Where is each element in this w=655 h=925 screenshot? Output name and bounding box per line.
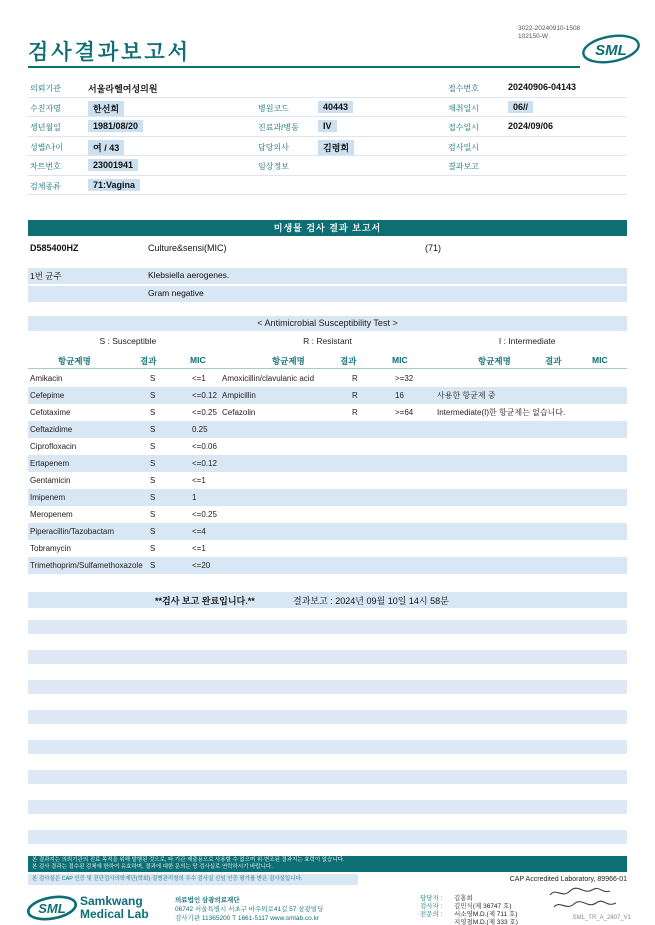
antibiotic-name: Amoxicillin/clavulanic acid	[222, 374, 315, 383]
field-label: 성별/나이	[30, 142, 64, 152]
patient-row	[28, 78, 627, 98]
patient-info	[0, 78, 655, 195]
ast-title: < Antimicrobial Susceptibility Test >	[28, 316, 627, 331]
strain-row	[28, 268, 627, 284]
org-address: 06742 서울특별시 서초구 바우뫼로41길 57 삼광빌딩	[175, 906, 324, 913]
mic-value: 16	[395, 391, 404, 400]
patient-row	[28, 176, 627, 196]
field-value: 23001941	[88, 159, 138, 171]
col-header-name: 항균제명	[478, 356, 511, 366]
test-info-row	[28, 242, 627, 257]
ast-row	[28, 421, 627, 438]
antibiotic-name: Cefazolin	[222, 408, 256, 417]
field-value: 71:Vagina	[88, 179, 140, 191]
completion-message: **검사 보고 완료입니다.**	[155, 596, 255, 606]
field-value: 20240906-04143	[508, 82, 577, 92]
result-value: S	[150, 510, 156, 519]
field-label: 생년월일	[30, 123, 61, 132]
field-label: 접수일시	[448, 123, 479, 132]
empty-row-band	[28, 620, 627, 634]
staff-value: 서소영M.D.(제 711 호)	[454, 911, 518, 918]
antibiotic-name: Ampicillin	[222, 391, 256, 400]
mic-value: 0.25	[192, 425, 208, 434]
ast-row	[28, 455, 627, 472]
col-header-result: 결과	[140, 356, 157, 366]
antibiotic-name: Cefotaxime	[30, 408, 71, 417]
field-label: 진료과/병동	[258, 123, 299, 132]
ast-row	[28, 489, 627, 506]
result-value: S	[150, 544, 156, 553]
mic-value: <=20	[192, 561, 211, 570]
org-name: 의료법인 삼광의료재단	[175, 897, 240, 904]
staff-row	[420, 895, 518, 903]
field-value: 김령희	[318, 140, 354, 155]
form-code: SML_TR_A_2407_V1	[572, 915, 631, 921]
field-label: 검사일시	[448, 142, 479, 152]
col-header-name: 항균제명	[272, 356, 305, 366]
field-label: 임상정보	[258, 162, 289, 171]
disclaimer-line2: 본 검사 결과는 접수된 검체에 한하여 유효하며, 결과에 대한 문의는 당 검사실로 연락하시기 바랍니다.	[32, 864, 273, 870]
antibiotic-name: Ertapenem	[30, 459, 70, 468]
staff-value: 지영철M.D.(제 333 호)	[454, 919, 518, 925]
ast-legend	[28, 336, 627, 346]
field-label: 검체종류	[30, 181, 61, 191]
empty-row-band	[28, 680, 627, 694]
staff-row	[420, 919, 518, 925]
patient-row	[28, 156, 627, 176]
disclaimer-line1: 본 결과지는 의뢰기관의 진료 목적을 위해 발행된 것으로, 타 기관 제출용으로 사용할 수 없으며 위·변조된 결과지는 효력이 없습니다.	[32, 857, 345, 863]
result-value: S	[150, 442, 156, 451]
field-label: 결과보고	[448, 162, 479, 171]
ast-note: Intermediate(I)한 항균제는 없습니다.	[437, 408, 566, 417]
staff-info	[420, 895, 518, 925]
ast-row	[28, 557, 627, 574]
gram-row	[28, 286, 627, 302]
field-label: 의뢰기관	[30, 84, 61, 93]
field-value: 한선희	[88, 101, 124, 116]
field-value: 06//	[508, 101, 533, 113]
sml-logo-icon	[26, 893, 78, 923]
col-header-mic: MIC	[190, 355, 206, 365]
ast-row	[28, 404, 627, 421]
strain-label: 1번 균주	[30, 271, 62, 281]
antibiotic-name: Ceftazidime	[30, 425, 73, 434]
doc-code-line2: 102150-W	[518, 33, 548, 40]
mic-value: >=32	[395, 374, 414, 383]
mic-value: <=1	[192, 476, 206, 485]
field-value: 여 / 43	[88, 140, 124, 155]
cap-accredited-label: CAP Accredited Laboratory, 89966-01	[509, 876, 627, 883]
field-label: 접수번호	[448, 84, 479, 93]
antibiotic-name: Amikacin	[30, 374, 63, 383]
disclaimer-band	[28, 856, 627, 872]
svg-text:SML: SML	[38, 901, 66, 916]
result-value: S	[150, 374, 156, 383]
sml-logo-icon	[580, 30, 642, 68]
col-header-name: 항균제명	[58, 356, 91, 366]
micro-section-title: 미생물 검사 결과 보고서	[28, 220, 627, 236]
page-title: 검사결과보고서	[28, 41, 192, 64]
patient-row	[28, 117, 627, 137]
empty-row-band	[28, 770, 627, 784]
result-value: S	[150, 459, 156, 468]
field-label: 차트번호	[30, 162, 61, 171]
report-timestamp: 결과보고 : 2024년 09월 10일 14시 58분	[293, 596, 449, 606]
ast-row	[28, 438, 627, 455]
col-header-result: 결과	[545, 356, 562, 366]
empty-row-band	[28, 800, 627, 814]
mic-value: <=0.12	[192, 391, 217, 400]
antibiotic-name: Piperacillin/Tazobactam	[30, 527, 115, 536]
legend-susceptible: S : Susceptible	[99, 336, 157, 346]
empty-row-band	[28, 740, 627, 754]
antibiotic-name: Meropenem	[30, 510, 73, 519]
staff-row	[420, 911, 518, 919]
result-value: R	[352, 391, 358, 400]
mic-value: >=64	[395, 408, 414, 417]
ast-row	[28, 370, 627, 387]
result-value: S	[150, 476, 156, 485]
ast-note: 사용한 항균제 중	[437, 391, 496, 400]
ast-row	[28, 472, 627, 489]
svg-text:SML: SML	[595, 42, 627, 59]
staff-label: 담당자 :	[420, 895, 443, 902]
cap-certification-line: 본 검사실은 CAP 인증 및 진단검사의학재단(학회)·질병관리청의 우수 검사실 신임 인증 평가를 받은 검사실입니다.	[28, 874, 358, 885]
ast-row	[28, 506, 627, 523]
staff-label: 전문의 :	[420, 911, 443, 918]
field-value: IV	[318, 120, 337, 132]
company-line1: Samkwang	[80, 894, 143, 908]
field-label: 채취일시	[448, 103, 479, 113]
completion-row	[28, 592, 627, 608]
staff-value: 김민식(제 36747 호)	[454, 903, 512, 910]
empty-row-band	[28, 650, 627, 664]
company-name	[80, 895, 149, 921]
mic-value: <=4	[192, 527, 206, 536]
ast-row	[28, 387, 627, 404]
ast-table	[28, 370, 627, 574]
mic-value: <=0.06	[192, 442, 217, 451]
ast-column-headers	[28, 353, 627, 369]
company-line2: Medical Lab	[80, 907, 149, 921]
staff-label: 검사자 :	[420, 903, 443, 910]
antibiotic-name: Imipenem	[30, 493, 66, 502]
mic-value: <=1	[192, 374, 206, 383]
test-name: Culture&sensi(MIC)	[148, 243, 227, 253]
antibiotic-name: Tobramycin	[30, 544, 71, 553]
staff-row	[420, 903, 518, 911]
antibiotic-name: Gentamicin	[30, 476, 71, 485]
patient-row	[28, 98, 627, 118]
result-value: S	[150, 391, 156, 400]
mic-value: <=0.12	[192, 459, 217, 468]
mic-value: <=0.25	[192, 510, 217, 519]
test-code: D585400HZ	[30, 243, 79, 253]
org-contact: 검사기관 11365200 T 1661-5117 www.smlab.co.kr	[175, 915, 319, 922]
col-header-mic: MIC	[592, 355, 608, 365]
field-value: 40443	[318, 101, 353, 113]
mic-value: 1	[192, 493, 197, 502]
field-label: 담당의사	[258, 142, 289, 152]
ast-row	[28, 540, 627, 557]
result-value: S	[150, 408, 156, 417]
empty-row-band	[28, 710, 627, 724]
antibiotic-name: Trimethoprim/Sulfamethoxazole	[30, 561, 143, 570]
result-value: R	[352, 408, 358, 417]
field-label: 병원코드	[258, 103, 289, 113]
specimen-code: (71)	[425, 243, 442, 253]
staff-value: 김홍희	[454, 895, 473, 902]
title-rule	[28, 66, 580, 68]
antibiotic-name: Cefepime	[30, 391, 65, 400]
organism-name: Klebsiella aerogenes.	[148, 270, 230, 280]
result-value: S	[150, 493, 156, 502]
result-value: S	[150, 425, 156, 434]
ast-row	[28, 523, 627, 540]
legend-resistant: R : Resistant	[303, 336, 352, 346]
signature-icon	[540, 886, 635, 914]
col-header-mic: MIC	[392, 355, 408, 365]
mic-value: <=0.25	[192, 408, 217, 417]
result-value: S	[150, 561, 156, 570]
patient-row	[28, 137, 627, 157]
gram-stain: Gram negative	[148, 288, 204, 298]
field-value: 2024/09/06	[508, 121, 554, 131]
legend-intermediate: I : Intermediate	[498, 336, 556, 346]
result-value: R	[352, 374, 358, 383]
doc-code-line1: 3022-20240910-1508	[518, 25, 581, 32]
mic-value: <=1	[192, 544, 206, 553]
result-value: S	[150, 527, 156, 536]
organization-info	[175, 896, 323, 923]
col-header-result: 결과	[340, 356, 357, 366]
antibiotic-name: Ciprofloxacin	[30, 442, 77, 451]
field-value: 1981/08/20	[88, 120, 143, 132]
field-value: 서울라헬여성의원	[88, 84, 158, 94]
field-label: 수진자명	[30, 103, 61, 113]
empty-row-band	[28, 830, 627, 844]
